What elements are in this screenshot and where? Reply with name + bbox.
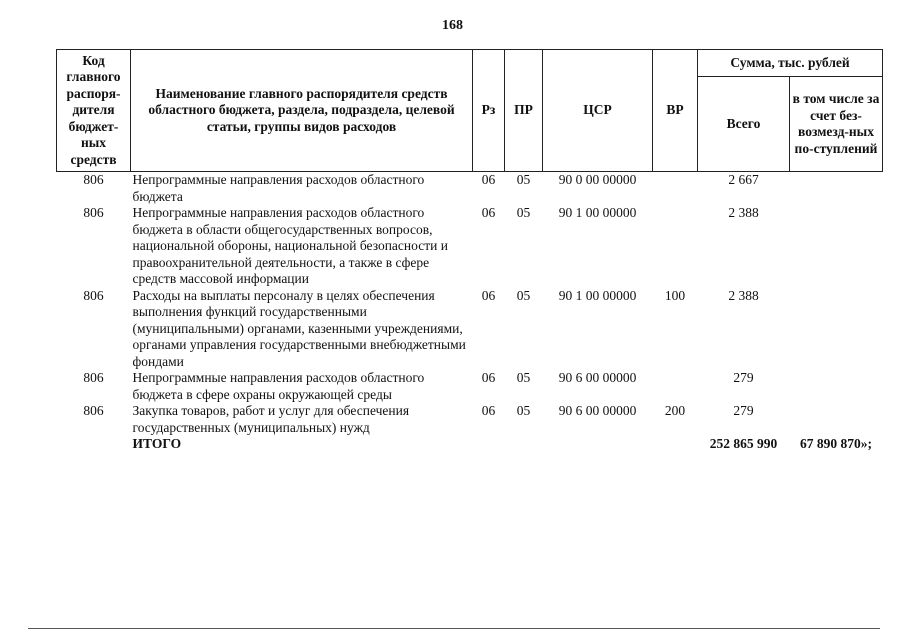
cell-pr: 05 xyxy=(516,205,531,220)
header-name: Наименование главного распорядителя средств областного бюджета, раздела, подраздела, целевой статьи, группы видов расходов xyxy=(131,50,473,172)
cell-csr: 90 6 00 00000 xyxy=(558,403,637,418)
cell-total: 2 667 xyxy=(728,172,759,187)
cell-csr xyxy=(543,436,653,453)
cell-code: 806 xyxy=(83,370,104,385)
cell-name: Расходы на выплаты персоналу в целях обеспечения выполнения функций государственными (муниципальными) органами, казенными учреждениями, органами управления государственными внебюджетными фондами xyxy=(132,287,466,369)
table-row xyxy=(57,403,883,436)
total-label: ИТОГО xyxy=(132,436,182,451)
cell-rz xyxy=(473,436,505,453)
cell-free xyxy=(790,205,883,288)
header-vr: ВР xyxy=(653,50,698,172)
page-number: 168 xyxy=(442,18,463,33)
cell-total: 279 xyxy=(733,403,754,418)
header-sum-group: Сумма, тыс. рублей xyxy=(698,50,883,77)
header-free-receipts: в том числе за счет без-возмезд-ных по-ступлений xyxy=(790,77,883,172)
cell-pr: 05 xyxy=(516,403,531,418)
cell-vr xyxy=(653,172,698,206)
cell-free xyxy=(790,403,883,436)
cell-rz: 06 xyxy=(481,287,496,303)
cell-csr: 90 0 00 00000 xyxy=(558,172,637,187)
cell-free xyxy=(790,288,883,371)
header-rz: Рз xyxy=(473,50,505,172)
cell-pr: 05 xyxy=(516,287,531,303)
cell-total: 279 xyxy=(733,370,754,385)
cell-rz: 06 xyxy=(481,403,496,418)
cell-rz: 06 xyxy=(481,172,496,187)
cell-csr: 90 1 00 00000 xyxy=(558,287,637,303)
cell-code: 806 xyxy=(83,172,104,187)
cell-pr: 05 xyxy=(516,370,531,385)
table-row xyxy=(57,205,883,288)
header-total: Всего xyxy=(698,77,790,172)
cell-total: 2 388 xyxy=(728,205,759,220)
table-row xyxy=(57,288,883,371)
budget-table xyxy=(56,49,883,453)
cell-csr: 90 1 00 00000 xyxy=(558,205,637,220)
bottom-rule xyxy=(28,628,880,629)
table-row xyxy=(57,172,883,206)
total-free-amount: 67 890 870»; xyxy=(800,436,872,451)
cell-code xyxy=(57,436,131,453)
header-csr: ЦСР xyxy=(543,50,653,172)
cell-vr xyxy=(653,205,698,288)
cell-code: 806 xyxy=(83,287,104,303)
cell-vr: 100 xyxy=(664,287,686,303)
header-code: Код главного распоря-дителя бюджет-ных средств xyxy=(57,50,131,172)
total-amount: 252 865 990 xyxy=(709,436,778,451)
table-body xyxy=(57,172,883,453)
cell-name: Непрограммные направления расходов областного бюджета в сфере охраны окружающей среды xyxy=(132,370,425,402)
cell-vr xyxy=(653,436,698,453)
cell-pr: 05 xyxy=(516,172,531,187)
total-row xyxy=(57,436,883,453)
table-row xyxy=(57,370,883,403)
cell-vr xyxy=(653,370,698,403)
cell-name: Непрограммные направления расходов областного бюджета xyxy=(132,172,425,204)
cell-name: Непрограммные направления расходов областного бюджета в области общегосударственных вопросов, национальной обороны, национальной безопасности и правоохранительной деятельности, а также в сфере средств массовой информации xyxy=(132,205,448,286)
header-pr: ПР xyxy=(505,50,543,172)
cell-rz: 06 xyxy=(481,370,496,385)
cell-vr: 200 xyxy=(664,403,686,418)
cell-free xyxy=(790,370,883,403)
cell-code: 806 xyxy=(83,403,104,418)
cell-total: 2 388 xyxy=(728,287,759,303)
cell-code: 806 xyxy=(83,205,104,220)
cell-free xyxy=(790,172,883,206)
cell-csr: 90 6 00 00000 xyxy=(558,370,637,385)
cell-pr xyxy=(505,436,543,453)
cell-rz: 06 xyxy=(481,205,496,220)
cell-name: Закупка товаров, работ и услуг для обеспечения государственных (муниципальных) нужд xyxy=(132,403,410,435)
